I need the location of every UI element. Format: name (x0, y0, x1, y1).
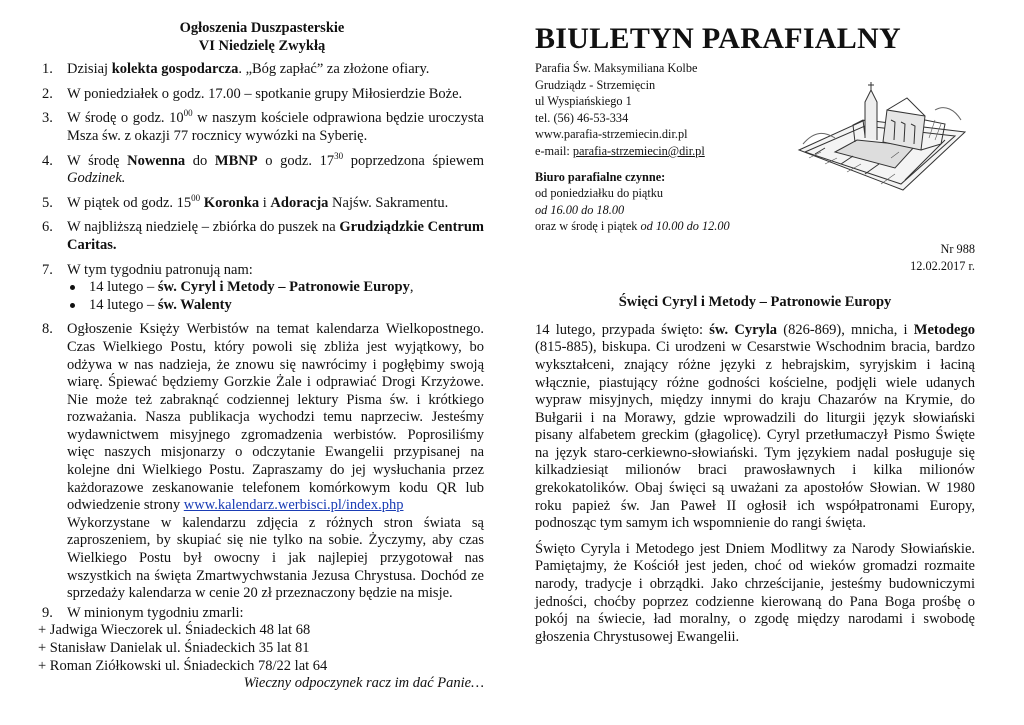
text-run: i (259, 194, 271, 211)
item-number: 8. (42, 321, 53, 338)
announcement-item-1 (40, 61, 484, 79)
item-number: 4. (42, 152, 53, 169)
announcement-item-4 (40, 150, 484, 188)
office-hours-line: od poniedziałku do piątku (535, 186, 664, 201)
text-run: , (409, 279, 414, 296)
italic-text: Godzinek. (67, 170, 126, 187)
superscript: 30 (334, 150, 344, 161)
announcement-item-8 (40, 321, 484, 603)
bold-text: św. Walenty (157, 296, 232, 313)
office-hours-line (535, 218, 975, 235)
article-paragraph-1 (535, 322, 975, 533)
article-paragraph-2: Święto Cyryla i Metodego jest Dniem Modlitwy za Narody Słowiańskie. Pamiętajmy, że Kościół jest jeden, choć od wieków gromadzi rozmaite narody, tradycje i obrządki. Jako chrześcijanie, jesteśmy budowniczymi jedności, choćby poprzez codzienne kierowaną do Pana Boga prośbę o pokój na świecie, ład moralny, o zgodę między narodami i swobodę głoszenia Chrystusowej Ewangelii. (535, 540, 975, 645)
bold-text: kolekta gospodarcza (111, 61, 239, 78)
item-text (67, 219, 484, 254)
text-run: Dzisiaj (67, 61, 112, 78)
text-run: 14 lutego – (89, 279, 158, 296)
announcement-list (40, 61, 484, 622)
announcements-heading (40, 20, 484, 55)
heading-line-1: Ogłoszenia Duszpasterskie (179, 20, 345, 36)
text-run: do (185, 152, 215, 169)
item-number: 9. (42, 604, 53, 621)
item-text: W minionym tygodniu zmarli: (67, 604, 244, 621)
text-run: W tym tygodniu patronują nam: (67, 261, 253, 278)
bold-text: św. Cyryl i Metody – Patronowie Europy (157, 279, 410, 296)
text-run: o godz. 17 (257, 152, 335, 169)
item-number: 2. (42, 85, 53, 102)
superscript: 00 (191, 192, 201, 203)
parish-name: Parafia Św. Maksymiliana Kolbe (535, 61, 698, 75)
deceased-entry: + Stanisław Danielak ul. Śniadeckich 35 lat 81 (38, 640, 310, 656)
parish-location: Grudziądz - Strzemięcin (535, 77, 656, 92)
parish-website[interactable]: www.parafia-strzemiecin.dir.pl (535, 127, 688, 142)
superscript: 00 (183, 108, 193, 119)
text-run: W środę (67, 152, 128, 169)
bullet-icon (70, 303, 75, 308)
patron-item (67, 279, 484, 297)
item-number: 7. (42, 261, 53, 278)
announcement-item-5 (40, 192, 484, 213)
text-run: W najbliższą niedzielę – zbiórka do puszek na (67, 219, 340, 236)
item-number: 6. (42, 219, 53, 236)
text-run: w naszym kościele odprawiona będzie uroczysta Msza św. z okazji 77 rocznicy wywózki na Syberię. (67, 110, 484, 144)
text-run: Wykorzystane w kalendarzu zdjęcia z różnych stron świata są zaproszeniem, by skupiać się nie tylko na sobie. Życzymy, aby czas Wielkiego Postu był owocny i jak najlepiej przygotował nas wszystkich na święta Zmartwychwstania Jezusa Chrystusa. Dochód ze sprzedaży kalendarza w cenie 20 zł przeznaczony będzie na misje. (67, 514, 484, 602)
text-run: . „Bóg zapłać” za złożone ofiary. (238, 61, 430, 78)
email-label: e-mail: (535, 143, 573, 158)
closing-prayer: Wieczny odpoczynek racz im dać Panie… (243, 675, 484, 692)
heading-line-2: VI Niedzielę Zwykłą (198, 37, 326, 54)
calendar-link[interactable]: www.kalendarz.werbisci.pl/index.php (183, 497, 404, 514)
item-text (67, 150, 484, 188)
article-title: Święci Cyryl i Metody – Patronowie Europy (618, 294, 892, 311)
office-hours-line: od 16.00 do 18.00 (535, 202, 625, 217)
bold-text: Metodego (913, 321, 975, 338)
bullet-icon (70, 285, 75, 290)
bulletin-title: BIULETYN PARAFIALNY (535, 22, 902, 55)
text-run: W środę o godz. 10 (67, 110, 184, 127)
text-run: 14 lutego, przypada święto: (535, 321, 710, 338)
text-run: Ogłoszenie Księży Werbistów na temat kalendarza Wielkopostnego. Czas Wielkiego Postu, który powoli się zbliża jest wyjątkowy, bo odżywa w nas nadzieja, że znowu się nawrócimy i pogłębimy swoją wiarę. Śpiewać będziemy Gorzkie Żale i odprawiać Drogi Krzyżowe. Nie może też zabraknąć codziennej lektury Pisma św. i krótkiego rozważania. Nasza publikacja wychodzi temu naprzeciw. Jesteśmy wydawnictwem misyjnego zgromadzenia werbistów. Poprosiliśmy więc naszych misjonarzy o odczytanie Ewangelii przypisanej na kolejne dni Wielkiego Postu. Zapraszamy do jej wysłuchania przez każdorazowe zeskanowanie telefonem komórkowym kodu QR lub odwiedzenie strony (67, 321, 484, 514)
text-run: (826-869), mnicha, i (777, 321, 914, 338)
item-text: W poniedziałek o godz. 17.00 – spotkanie grupy Miłosierdzie Boże. (67, 85, 463, 102)
item-text (67, 262, 484, 315)
text-run: 14 lutego – (89, 296, 158, 313)
parish-email[interactable]: parafia-strzemiecin@dir.pl (572, 143, 705, 158)
deceased-list (38, 622, 484, 675)
deceased-entry: + Jadwiga Wieczorek ul. Śniadeckich 48 lat 68 (38, 622, 311, 639)
patron-item (67, 297, 484, 315)
announcement-item-2 (40, 86, 484, 104)
text-run: poprzedzona śpiewem (343, 152, 484, 169)
bold-text: św. Cyryla (709, 321, 778, 338)
announcement-item-6 (40, 219, 484, 254)
text-run: oraz w środę i piątek (535, 219, 641, 234)
announcements-column (40, 20, 484, 693)
item-text (67, 61, 484, 79)
patron-list (67, 279, 484, 314)
bold-text: Adoracja (270, 194, 329, 211)
announcement-item-3 (40, 110, 484, 145)
item-number: 1. (42, 61, 53, 78)
issue-info (535, 241, 975, 274)
bold-text: Grudziądzkie Centrum Caritas. (67, 219, 485, 253)
bold-text: MBNP (214, 152, 258, 169)
item-text (67, 192, 484, 213)
italic-text: od 10.00 do 12.00 (640, 219, 730, 234)
text-run: W piątek od godz. 15 (67, 194, 192, 211)
bold-text: Nowenna (127, 152, 186, 169)
item-number: 3. (42, 110, 53, 127)
announcement-item-9 (40, 605, 484, 623)
announcement-item-7 (40, 262, 484, 315)
text-run: (815-885), biskupa. Ci urodzeni w Cesarstwie Wschodnim bracia, bardzo wykształceni, znający różne języki z hebrajskim, syryjskim i łaciną włącznie, piastujący różne godności kościelne, podjęli wiele udanych wypraw misyjnych, między innymi do kraju Chazarów na Krymie, do Bułgarii i na Morawy, gdzie wprowadzili do liturgii język słowiański pisany alfabetem greckim (głagolicę). Cyryl przetłumaczył Pismo Święte na język staro-cerkiewno-słowiański. Tym językiem nadal posługuje się kilkadziesiąt milionów braci prawosławnych i kilka milionów grekokatolików. Obaj święci są uważani za apostołów Słowian. W 1980 roku papież św. Jan Paweł II ogłosił ich współpatronami Europy, podnosząc tym samym ich wspomnienie do rangi święta. (535, 339, 975, 532)
deceased-entry: + Roman Ziółkowski ul. Śniadeckich 78/22 lat 64 (38, 657, 328, 674)
issue-number: Nr 988 (940, 241, 975, 256)
item-number: 5. (42, 194, 53, 211)
church-drawing-icon (795, 80, 969, 198)
bold-text: Koronka (203, 194, 260, 211)
text-run: Najśw. Sakramentu. (328, 194, 449, 211)
item-text (67, 110, 484, 145)
office-hours-title: Biuro parafialne czynne: (535, 169, 666, 184)
item-text (67, 321, 484, 603)
parish-address: ul Wyspiańskiego 1 (535, 94, 632, 109)
parish-phone: tel. (56) 46-53-334 (535, 110, 629, 125)
issue-date: 12.02.2017 r. (910, 258, 975, 273)
